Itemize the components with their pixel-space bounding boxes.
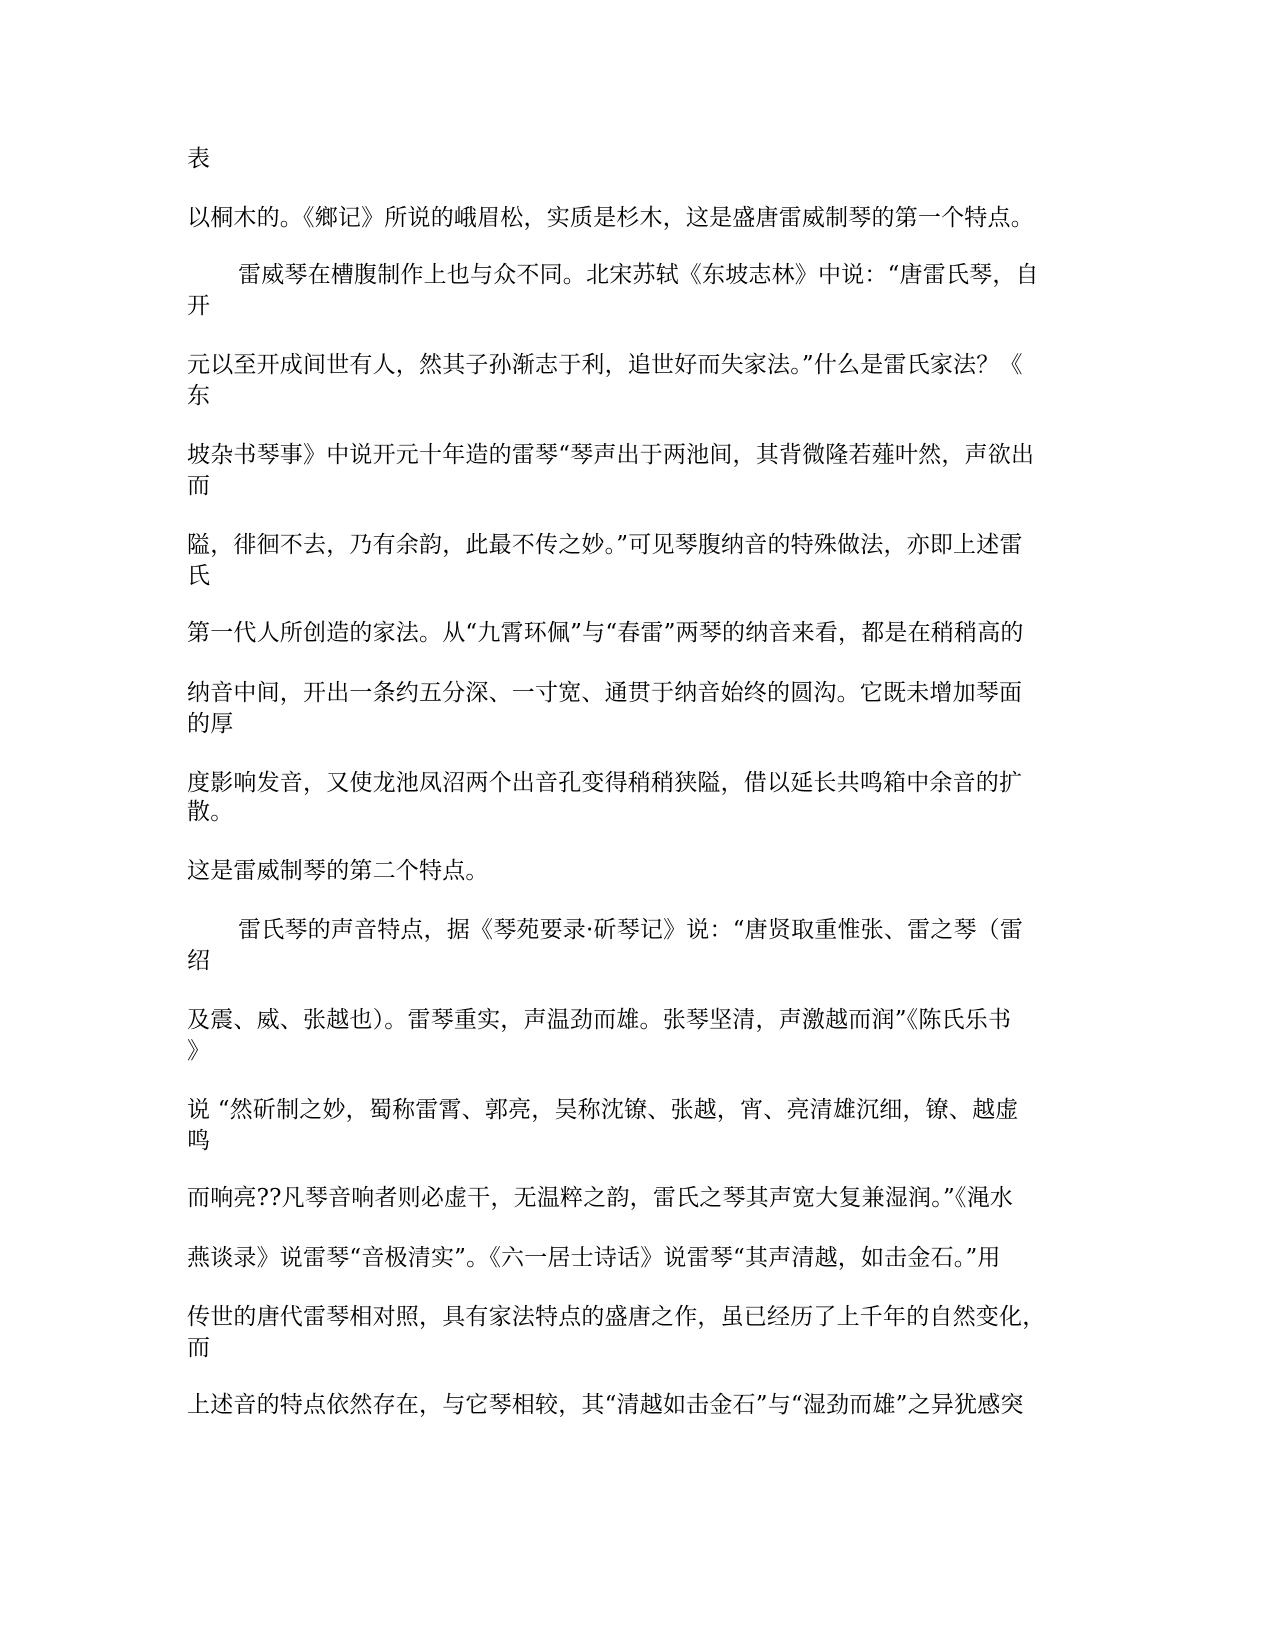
text-line: 以桐木的。《鄉记》所说的峨眉松，实质是杉木，这是盛唐雷威制琴的第一个特点。 [187, 205, 1034, 231]
text-line: 隘，徘徊不去，乃有余韵，此最不传之妙。”可见琴腹纳音的特殊做法，亦即上述雷 [187, 532, 1023, 558]
text-line: 及震、威、张越也）。雷琴重实，声温劲而雄。张琴坚清，声激越而润”《陈氏乐书 [187, 1007, 1012, 1033]
text-line: 开 [187, 293, 211, 319]
text-line: 绍 [187, 948, 211, 974]
text-line: 而响亮??凡琴音响者则必虚干，无温粹之韵，雷氏之琴其声宽大复兼湿润。”《渑水 [187, 1185, 1014, 1211]
text-line: 这是雷威制琴的第二个特点。 [187, 858, 489, 884]
paragraph-start-line: 雷氏琴的声音特点，据《琴苑要录·斫琴记》说：“唐贤取重惟张、雷之琴（雷 [238, 917, 1024, 943]
text-line: 而 [187, 1335, 211, 1361]
text-line: 第一代人所创造的家法。从“九霄环佩”与“春雷”两琴的纳音来看，都是在稍稍高的 [187, 620, 1024, 646]
text-line: 表 [187, 146, 211, 172]
text-line: 鸣 [187, 1128, 211, 1154]
text-line: 传世的唐代雷琴相对照，具有家法特点的盛唐之作，虽已经历了上千年的自然变化， [187, 1304, 1046, 1330]
text-line: 燕谈录》说雷琴“音极清实”。《六一居士诗话》说雷琴“其声清越，如击金石。”用 [187, 1245, 1001, 1271]
text-line: 度影响发音，又使龙池凤沼两个出音孔变得稍稍狭隘，借以延长共鸣箱中余音的扩 [187, 770, 1023, 796]
text-line: 散。 [187, 799, 234, 825]
text-line: 》 [187, 1038, 211, 1064]
text-line: 说 “然斫制之妙，蜀称雷霄、郭亮，吴称沈镣、张越，宵、亮清雄沉细，镣、越虚 [187, 1097, 1019, 1123]
text-line: 的厚 [187, 711, 234, 737]
text-line: 坡杂书琴事》中说开元十年造的雷琴“琴声出于两池间，其背微隆若薤叶然，声欲出 [187, 442, 1035, 468]
text-line: 而 [187, 473, 211, 499]
text-line: 氏 [187, 563, 211, 589]
text-line: 元以至开成间世有人，然其子孙渐志于利，追世好而失家法。”什么是雷氏家法？《 [187, 352, 1023, 378]
paragraph-start-line: 雷威琴在槽腹制作上也与众不同。北宋苏轼《东坡志林》中说：“唐雷氏琴，自 [238, 262, 1039, 288]
text-line: 上述音的特点依然存在，与它琴相较，其“清越如击金石”与“湿劲而雄”之异犹感突 [187, 1392, 1024, 1418]
text-line: 东 [187, 383, 211, 409]
text-line: 纳音中间，开出一条约五分深、一寸宽、通贯于纳音始终的圆沟。它既未增加琴面 [187, 680, 1023, 706]
